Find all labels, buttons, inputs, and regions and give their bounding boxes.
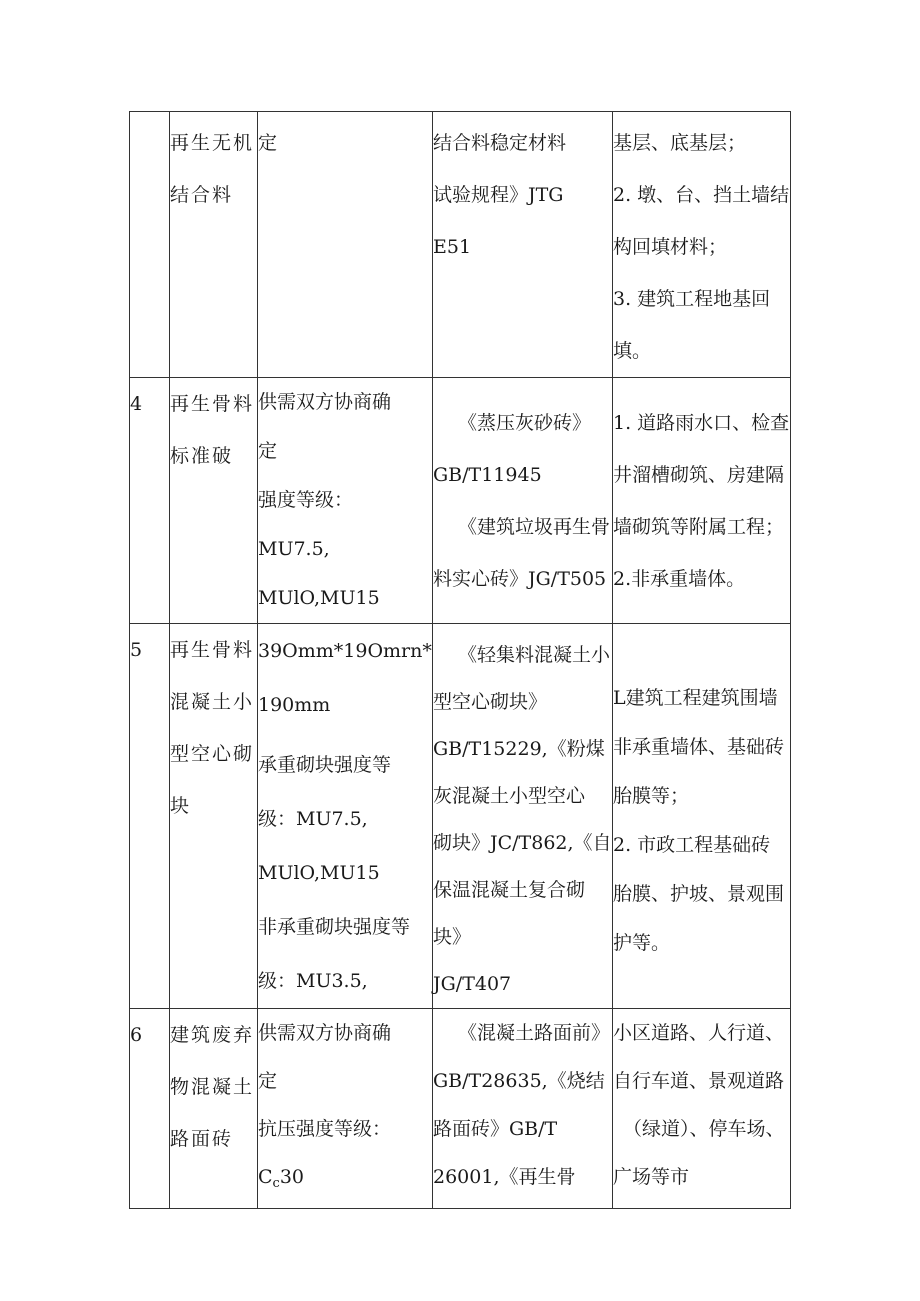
strength-grade-subscript: c xyxy=(272,1176,280,1191)
text-line xyxy=(258,1153,432,1208)
material-name-cell xyxy=(170,1009,258,1209)
text-line: 结合料 xyxy=(170,184,234,206)
text-line: E51 xyxy=(433,236,472,258)
text-line: 190mm xyxy=(258,694,331,716)
text-line: 块》 xyxy=(433,926,472,948)
application-cell xyxy=(613,1009,791,1209)
text-line: 结合料稳定材料 xyxy=(433,132,567,154)
text-line: 标准破 xyxy=(170,445,234,467)
text-line: 3. 建筑工程地基回 xyxy=(613,288,771,310)
text-line: 《混凝土路面前》 xyxy=(458,1022,611,1044)
grade-cell xyxy=(258,624,433,1009)
text-line: 承重砌块强度等 xyxy=(258,754,392,776)
table-row xyxy=(130,378,791,624)
text-line: 广场等市 xyxy=(613,1166,690,1188)
text-line: 定 xyxy=(258,1070,278,1092)
text-line: MUlO,MU15 xyxy=(258,862,380,884)
text-line: JG/T407 xyxy=(433,973,512,995)
text-line: 构回填材料； xyxy=(613,236,728,258)
text-line: 胎膜等； xyxy=(613,785,690,807)
material-name-cell xyxy=(170,112,258,378)
material-name-cell xyxy=(170,624,258,1009)
application-cell xyxy=(613,378,791,624)
table-row xyxy=(130,1009,791,1209)
text-line: 强度等级： xyxy=(258,489,354,511)
text-line: 基层、底基层； xyxy=(613,132,747,154)
application-cell xyxy=(613,624,791,1009)
text-line: 定 xyxy=(258,440,278,462)
standards-table xyxy=(129,111,791,1209)
text-line: 1. 道路雨水口、检查 xyxy=(613,411,790,434)
text-line: 《蒸压灰砂砖》 xyxy=(458,411,592,434)
text-line: 再生骨料 xyxy=(170,393,255,415)
text-line: 小区道路、人行道、 xyxy=(613,1022,785,1044)
text-line: 供需双方协商确 xyxy=(258,1022,392,1044)
text-line: 2.非承重墙体。 xyxy=(613,567,746,590)
text-line: 墙砌筑等附属工程； xyxy=(613,515,785,538)
text-line: GB/T28635,《烧结 xyxy=(433,1070,605,1092)
text-line: 《轻集料混凝土小 xyxy=(458,644,611,666)
text-line: 保温混凝土复合砌 xyxy=(433,879,586,901)
text-line: 填。 xyxy=(613,340,652,362)
text-line: 试验规程》JTG xyxy=(433,184,564,206)
text-line: 非承重墙体、基础砖 xyxy=(613,736,785,758)
text-line: （绿道）、停车场、 xyxy=(623,1118,785,1140)
text-line: 《建筑垃圾再生骨 xyxy=(458,515,611,538)
strength-grade-value: 30 xyxy=(279,1166,305,1188)
text-line: L建筑工程建筑围墙 xyxy=(613,687,778,709)
text-line: 26001,《再生骨 xyxy=(433,1166,576,1188)
text-line: 2. 市政工程基础砖 xyxy=(613,834,771,856)
text-line: 2. 墩、台、挡土墙结 xyxy=(613,184,790,206)
text-line: 抗压强度等级： xyxy=(258,1118,392,1140)
material-name-cell xyxy=(170,378,258,624)
row-number xyxy=(130,112,170,378)
text-line: GB/T11945 xyxy=(433,463,542,486)
standard-cell xyxy=(433,112,613,378)
grade-cell xyxy=(258,112,433,378)
text-line: 型空心砌 xyxy=(170,743,255,765)
text-line: 砌块》JC/T862,《自 xyxy=(433,832,612,854)
text-line: 非承重砌块强度等 xyxy=(258,916,411,938)
row-number: 5 xyxy=(130,624,170,1009)
text-line: MUlO,MU15 xyxy=(258,587,380,609)
text-line: 再生无机 xyxy=(170,132,255,154)
text-line: 井溜槽砌筑、房建隔 xyxy=(613,463,785,486)
text-line: 级：MU3.5, xyxy=(258,970,368,992)
row-number: 6 xyxy=(130,1009,170,1209)
text-line: 39Omm*19Omrn* xyxy=(258,640,432,662)
text-line: 级：MU7.5, xyxy=(258,808,368,830)
table-row xyxy=(130,112,791,378)
text-line: 块 xyxy=(170,795,192,817)
text-line: MU7.5, xyxy=(258,538,330,560)
row-number: 4 xyxy=(130,378,170,624)
text-line: 胎膜、护坡、景观围 xyxy=(613,883,785,905)
strength-grade-letter: C xyxy=(258,1166,273,1188)
grade-cell xyxy=(258,1009,433,1209)
text-line: 混凝土小 xyxy=(170,691,255,713)
text-line: 定 xyxy=(258,132,278,154)
text-line: 路面砖》GB/T xyxy=(433,1118,558,1140)
text-line: 护等。 xyxy=(613,932,671,954)
grade-cell xyxy=(258,378,433,624)
standard-cell xyxy=(433,378,613,624)
standard-cell xyxy=(433,624,613,1009)
text-line: 料实心砖》JG/T505 xyxy=(433,567,607,590)
text-line: GB/T15229,《粉煤 xyxy=(433,738,605,760)
text-line: 自行车道、景观道路 xyxy=(613,1070,785,1092)
application-cell xyxy=(613,112,791,378)
text-line: 再生骨料 xyxy=(170,639,255,661)
table-row xyxy=(130,624,791,1009)
text-line: 物混凝土 xyxy=(170,1076,255,1098)
standard-cell xyxy=(433,1009,613,1209)
text-line: 建筑废弃 xyxy=(170,1024,255,1046)
text-line: 型空心砌块》 xyxy=(433,691,548,713)
text-line: 路面砖 xyxy=(170,1128,234,1150)
text-line: 供需双方协商确 xyxy=(258,391,392,413)
text-line: 灰混凝土小型空心 xyxy=(433,785,586,807)
